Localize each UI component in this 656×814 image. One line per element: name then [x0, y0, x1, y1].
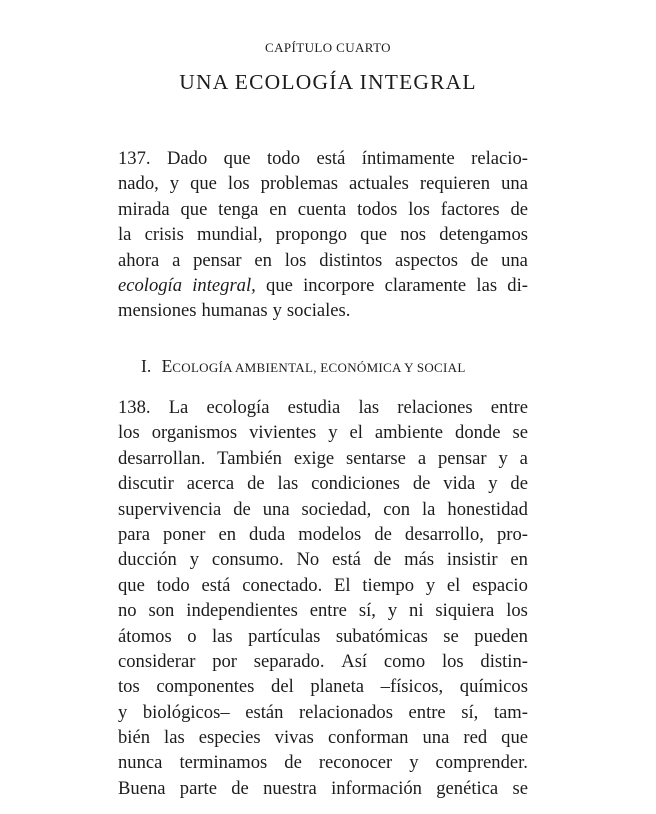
word: También [217, 447, 282, 469]
word: ecología [118, 274, 183, 296]
paragraph-line [118, 598, 528, 623]
word: sí, [461, 701, 479, 723]
word: nos [400, 224, 427, 246]
word: de [510, 473, 528, 495]
word: relacio- [471, 148, 528, 169]
word: conforman [327, 727, 409, 749]
paragraph-line [118, 522, 528, 547]
word: donde [455, 422, 501, 444]
word: supervivencia [118, 498, 222, 520]
word: biológicos– [142, 701, 230, 723]
word: vida [443, 473, 476, 495]
word: No [296, 549, 320, 571]
word: átomos [118, 625, 172, 647]
word: y [272, 300, 282, 322]
word: está [316, 148, 346, 169]
word: y [488, 473, 498, 495]
word: acerca [186, 473, 235, 495]
section-heading [141, 356, 466, 377]
word: la [422, 498, 436, 520]
word: relaciones [397, 397, 473, 418]
word: factores [440, 198, 500, 220]
word: condiciones [311, 473, 400, 495]
paragraph-line [118, 222, 528, 247]
word: vivientes [249, 422, 317, 444]
word: son [148, 600, 175, 622]
paragraph-line [118, 776, 528, 801]
word: de [510, 198, 528, 220]
word: detengamos [439, 224, 528, 246]
word: especies [198, 727, 261, 749]
word: aspectos [394, 249, 458, 271]
word: las [358, 397, 380, 418]
word: nunca [118, 752, 163, 774]
word: duda [249, 523, 286, 545]
word: y [409, 752, 419, 774]
paragraph-line [118, 146, 528, 171]
word: los [506, 600, 528, 622]
word: tenga [218, 198, 259, 220]
word: honestidad [447, 498, 528, 520]
word: red [463, 727, 488, 749]
word: del [271, 676, 294, 698]
word: estudia [287, 397, 341, 418]
word: íntimamente [361, 148, 455, 169]
word: desarrollo, [404, 523, 484, 545]
paragraph-line [118, 725, 528, 750]
word: está [332, 549, 361, 571]
word: sí, [358, 600, 376, 622]
word: que [266, 274, 293, 296]
word: genética [436, 777, 499, 799]
word: y [118, 701, 128, 723]
word: problemas [260, 173, 339, 195]
word: con [383, 498, 411, 520]
word: modelos [298, 523, 362, 545]
word: relacionados [298, 701, 393, 723]
word: sociales. [286, 300, 351, 322]
word: actuales [349, 173, 409, 195]
word: requieren [419, 173, 491, 195]
word: bién [118, 727, 151, 749]
paragraph-line [118, 624, 528, 649]
word: subatómicas [335, 625, 428, 647]
paragraph-line [118, 674, 528, 699]
word: los [227, 173, 250, 195]
word: desarrollan. [118, 447, 206, 469]
word: la [118, 224, 132, 246]
word: los [118, 422, 140, 444]
word: propongo [275, 224, 348, 246]
word: distintos [319, 249, 383, 271]
word: y [328, 422, 338, 444]
word: crisis [144, 224, 184, 246]
chapter-label: CAPÍTULO CUARTO [265, 40, 391, 55]
word: mensiones [118, 300, 197, 322]
word: una [422, 727, 450, 749]
word: tiempo [362, 574, 415, 596]
word: una [501, 249, 528, 271]
word: se [443, 625, 459, 647]
word: conectado. [242, 574, 323, 596]
word: claramente [384, 274, 467, 296]
word: mirada [118, 198, 170, 220]
word: mundial, [196, 224, 263, 246]
word: El [334, 574, 351, 596]
word: vivas [274, 727, 314, 749]
word: cuenta [297, 198, 347, 220]
word: más [404, 549, 435, 571]
word: en [218, 523, 236, 545]
word: di- [507, 274, 528, 296]
word: de [247, 473, 265, 495]
paragraph-line [118, 446, 528, 471]
word: pueden [474, 625, 528, 647]
word: ahora [118, 249, 160, 271]
word: está [201, 574, 231, 596]
section-numeral: I. [141, 356, 152, 376]
word: o [187, 625, 197, 647]
word: una [262, 498, 290, 520]
word: químicos [459, 676, 528, 698]
word: las [211, 625, 233, 647]
word: de [373, 549, 392, 571]
word: independientes [186, 600, 298, 622]
word: humanas [201, 300, 268, 322]
word: las [164, 727, 185, 749]
paragraph-line [118, 298, 528, 323]
word: y [387, 600, 398, 622]
word: que [223, 148, 251, 169]
word: que [360, 224, 388, 246]
word: como [383, 650, 426, 672]
word: discutir [118, 473, 174, 495]
paragraph-138 [118, 395, 528, 801]
word: que [180, 198, 208, 220]
word: y [189, 549, 199, 571]
word: en [269, 198, 287, 220]
word: información [331, 777, 422, 799]
paragraph-line [118, 395, 528, 420]
word: en [254, 249, 272, 271]
word: planeta [310, 676, 365, 698]
paragraph-line [118, 649, 528, 674]
word: pro- [496, 523, 528, 545]
word: entre [309, 600, 347, 622]
word: por [212, 650, 237, 672]
chapter-title: UNA ECOLOGÍA INTEGRAL [179, 70, 477, 94]
word: ni [409, 600, 424, 622]
word: todos [357, 198, 398, 220]
paragraph-line [118, 197, 528, 222]
word: en [510, 549, 528, 571]
word: integral, [192, 274, 256, 296]
word: de [412, 473, 431, 495]
word: los [284, 249, 307, 271]
word: Buena [118, 777, 166, 799]
word: y [425, 574, 436, 596]
paragraph-line [118, 273, 528, 298]
paragraph-line [118, 497, 528, 522]
word: que [190, 173, 217, 195]
word: componentes [156, 676, 255, 698]
word: una [501, 173, 528, 195]
word: Así [341, 650, 368, 672]
word: todo [156, 574, 190, 596]
paragraph-line [118, 171, 528, 196]
word: nado, [118, 173, 159, 195]
word: a [519, 447, 528, 469]
word: nuestra [263, 777, 317, 799]
word: ecología [206, 397, 270, 418]
word: La [168, 397, 189, 418]
paragraph-line [118, 420, 528, 445]
word: los [441, 650, 464, 672]
word: ducción [118, 549, 177, 571]
word: sociedad, [301, 498, 372, 520]
word: y [498, 447, 508, 469]
word: terminamos [179, 752, 268, 774]
word: que [501, 727, 528, 749]
section-title-rest: COLOGÍA AMBIENTAL, ECONÓMICA Y SOCIAL [172, 360, 466, 375]
word: y [169, 173, 180, 195]
word: no [118, 600, 137, 622]
word: están [245, 701, 284, 723]
paragraph-line [118, 700, 528, 725]
word: sentarse [346, 447, 406, 469]
word: entre [408, 701, 446, 723]
word: de [233, 498, 251, 520]
paragraph-137 [118, 146, 528, 324]
word: considerar [118, 650, 196, 672]
word: que [118, 574, 145, 596]
word: se [512, 422, 528, 444]
word: partículas [248, 625, 321, 647]
word: poner [163, 523, 206, 545]
word: –físicos, [380, 676, 444, 698]
word: distin- [480, 650, 528, 672]
paragraph-line [118, 750, 528, 775]
word: a [172, 249, 181, 271]
word: el [446, 574, 461, 596]
paragraph-line [118, 471, 528, 496]
word: incorpore [303, 274, 375, 296]
paragraph-line [118, 573, 528, 598]
paragraph-line [118, 547, 528, 572]
paragraph-line [118, 248, 528, 273]
word: se [512, 777, 528, 799]
word: parte [179, 777, 217, 799]
word: de [284, 752, 302, 774]
word: de [470, 249, 489, 271]
word: Dado [166, 148, 208, 169]
word: tam- [493, 701, 528, 723]
word: espacio [472, 574, 528, 596]
word: entre [490, 397, 528, 418]
word: 138. [118, 397, 151, 418]
word: tos [118, 676, 140, 698]
word: consumo. [211, 549, 284, 571]
word: de [231, 777, 249, 799]
word: exige [293, 447, 335, 469]
word: las [277, 473, 299, 495]
word: insistir [446, 549, 498, 571]
word: a [417, 447, 427, 469]
word: pensar [193, 249, 242, 271]
word: el [349, 422, 363, 444]
word: organismos [151, 422, 238, 444]
word: de [374, 523, 392, 545]
word: reconocer [318, 752, 393, 774]
word: siquiera [435, 600, 495, 622]
word: ambiente [374, 422, 444, 444]
word: separado. [253, 650, 325, 672]
word: las [476, 274, 498, 296]
word: comprender. [435, 752, 528, 774]
word: 137. [118, 148, 151, 169]
word: pensar [438, 447, 487, 469]
word: para [118, 523, 150, 545]
word: los [408, 198, 430, 220]
word: todo [266, 148, 301, 169]
section-first-letter: E [161, 356, 173, 376]
